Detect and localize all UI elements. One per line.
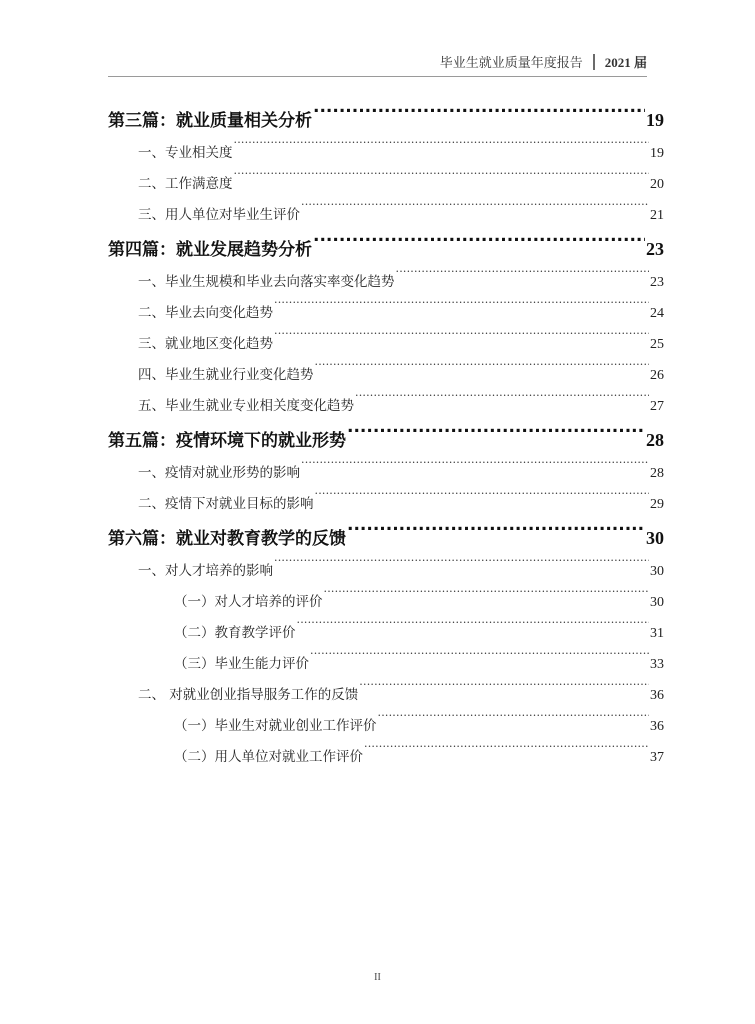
toc-dot-leader: [378, 699, 650, 730]
toc-dot-leader: [355, 379, 649, 410]
toc-entry-label: 一、对人才培养的影响: [138, 563, 273, 579]
toc-entry-page-number: 26: [650, 368, 664, 383]
toc-dot-leader: [315, 477, 650, 508]
toc-entry-label: （一）对人才培养的评价: [174, 594, 323, 610]
toc-entry-page-number: 19: [646, 110, 664, 130]
table-of-contents: [108, 92, 664, 765]
toc-dot-leader: [301, 446, 649, 477]
toc-dot-leader: [234, 157, 650, 188]
toc-dot-leader: [274, 317, 649, 348]
toc-entry-page-number: 29: [650, 497, 664, 512]
header-year: 2021 届: [604, 55, 647, 70]
toc-entry-label: 一、专业相关度: [138, 145, 233, 161]
header-title: 毕业生就业质量年度报告: [439, 56, 583, 71]
toc-entry-label: 二、疫情下对就业目标的影响: [138, 496, 314, 512]
toc-dot-leader: [347, 412, 645, 446]
toc-entry-page-number: 30: [650, 564, 664, 579]
toc-entry-label: （二）教育教学评价: [174, 625, 296, 641]
toc-entry-page-number: 31: [650, 626, 664, 641]
toc-dot-leader: [310, 637, 649, 668]
toc-entry-label: 第五篇：疫情环境下的就业形势: [108, 431, 346, 451]
toc-entry-page-number: 36: [650, 719, 664, 734]
toc-dot-leader: [324, 575, 650, 606]
toc-dot-leader: [364, 730, 649, 761]
page-number: II: [374, 972, 381, 983]
toc-entry-label: 五、毕业生就业专业相关度变化趋势: [138, 398, 354, 414]
toc-entry-label: （一）毕业生对就业创业工作评价: [174, 718, 377, 734]
header-text-group: [440, 52, 647, 71]
toc-entry-page-number: 28: [646, 430, 664, 450]
toc-entry-label: 三、用人单位对毕业生评价: [138, 207, 300, 223]
toc-entry-label: 第六篇：就业对教育教学的反馈: [108, 529, 346, 549]
toc-entry-page-number: 30: [646, 528, 664, 548]
toc-dot-leader: [313, 92, 645, 126]
toc-entry-label: 三、就业地区变化趋势: [138, 336, 273, 352]
toc-entry-label: （三）毕业生能力评价: [174, 656, 309, 672]
toc-entry-label: 四、毕业生就业行业变化趋势: [138, 367, 314, 383]
toc-entry-page-number: 36: [650, 688, 664, 703]
toc-chapter-entry[interactable]: [108, 92, 664, 131]
toc-dot-leader: [301, 188, 649, 219]
toc-dot-leader: [347, 510, 645, 544]
toc-entry-label: 第四篇：就业发展趋势分析: [108, 240, 312, 260]
toc-entry-label: 二、 对就业创业指导服务工作的反馈: [138, 687, 359, 703]
toc-entry-page-number: 37: [650, 750, 664, 765]
toc-dot-leader: [274, 286, 649, 317]
toc-dot-leader: [396, 255, 650, 286]
toc-entry-page-number: 20: [650, 177, 664, 192]
toc-dot-leader: [313, 221, 645, 255]
toc-entry-page-number: 21: [650, 208, 664, 223]
toc-dot-leader: [315, 348, 650, 379]
toc-entry-label: 二、毕业去向变化趋势: [138, 305, 273, 321]
toc-entry-page-number: 25: [650, 337, 664, 352]
toc-dot-leader: [359, 668, 649, 699]
toc-entry-label: 一、毕业生规模和毕业去向落实率变化趋势: [138, 274, 395, 290]
header-divider: [593, 54, 595, 70]
toc-dot-leader: [274, 544, 649, 575]
toc-entry-label: 一、疫情对就业形势的影响: [138, 465, 300, 481]
toc-entry-page-number: 27: [650, 399, 664, 414]
toc-entry-page-number: 30: [650, 595, 664, 610]
page-header: [108, 50, 647, 77]
toc-entry-page-number: 33: [650, 657, 664, 672]
toc-entry-page-number: 19: [650, 146, 664, 161]
toc-dot-leader: [297, 606, 650, 637]
toc-entry-label: 第三篇：就业质量相关分析: [108, 111, 312, 131]
toc-entry-label: （二）用人单位对就业工作评价: [174, 749, 363, 765]
toc-dot-leader: [234, 126, 650, 157]
toc-entry-page-number: 23: [646, 239, 664, 259]
toc-entry-page-number: 28: [650, 466, 664, 481]
toc-entry-label: 二、工作满意度: [138, 176, 233, 192]
toc-entry-page-number: 23: [650, 275, 664, 290]
toc-entry-page-number: 24: [650, 306, 664, 321]
